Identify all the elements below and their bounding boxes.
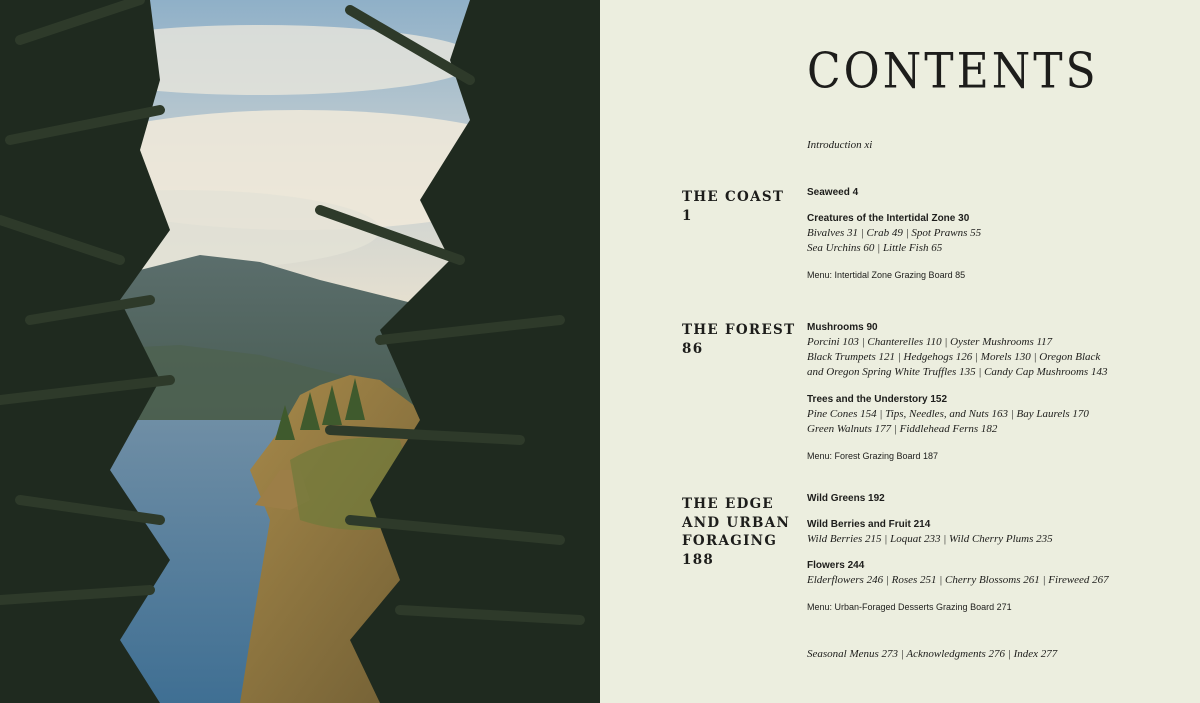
section-title-line: FORAGING (682, 533, 778, 549)
subentry-line: Elderflowers 246 | Roses 251 | Cherry Blossoms 261 | Fireweed 267 (807, 574, 1109, 587)
chapter-entry: Wild Greens 192 (807, 493, 885, 504)
section-entries-forest (807, 321, 1187, 463)
menu-entry: Menu: Intertidal Zone Grazing Board 85 (807, 270, 966, 281)
section-title-edge (682, 495, 790, 569)
section-page-number: 188 (682, 551, 715, 568)
subentry-line: Green Walnuts 177 | Fiddlehead Ferns 182 (807, 422, 998, 435)
intro-entry: Introduction xi (807, 139, 873, 151)
menu-entry: Menu: Urban-Foraged Desserts Grazing Board 271 (807, 602, 1012, 613)
contents-page (600, 0, 1200, 703)
section-title-line: THE FOREST (682, 322, 796, 338)
subentry-line: Wild Berries 215 | Loquat 233 | Wild Cherry Plums 235 (807, 533, 1053, 545)
subentry-line: Porcini 103 | Chanterelles 110 | Oyster Mushrooms 117 (807, 336, 1053, 348)
section-entries-edge (807, 492, 1187, 614)
section-title-coast (682, 188, 784, 225)
section-entries-coast (807, 186, 1187, 282)
subentry-line: Sea Urchins 60 | Little Fish 65 (807, 242, 943, 255)
chapter-entry: Wild Berries and Fruit 214 (807, 519, 931, 530)
section-title-forest (682, 321, 795, 358)
subentry-line: Pine Cones 154 | Tips, Needles, and Nuts 163 | Bay Laurels 170 (807, 407, 1089, 420)
chapter-entry: Flowers 244 (807, 560, 865, 572)
section-page-number: 86 (682, 340, 704, 357)
chapter-entry: Creatures of the Intertidal Zone 30 (807, 213, 970, 224)
section-title-line: THE COAST (682, 189, 785, 205)
section-title-line: AND URBAN (682, 514, 791, 531)
subentry-line: Black Trumpets 121 | Hedgehogs 126 | Morels 130 | Oregon Black (807, 351, 1101, 364)
subentry-line: and Oregon Spring White Truffles 135 | Candy Cap Mushrooms 143 (807, 366, 1108, 379)
menu-entry: Menu: Forest Grazing Board 187 (807, 451, 939, 462)
back-matter-entries: Seasonal Menus 273 | Acknowledgments 276 | Index 277 (807, 648, 1058, 660)
subentry-line: Bivalves 31 | Crab 49 | Spot Prawns 55 (807, 227, 982, 239)
chapter-entry: Seaweed 4 (807, 187, 859, 198)
section-title-line: THE EDGE (682, 496, 775, 512)
section-page-number: 1 (682, 207, 693, 224)
chapter-entry: Trees and the Understory 152 (807, 393, 948, 405)
chapter-entry: Mushrooms 90 (807, 322, 878, 333)
page-title: CONTENTS (807, 43, 1099, 100)
